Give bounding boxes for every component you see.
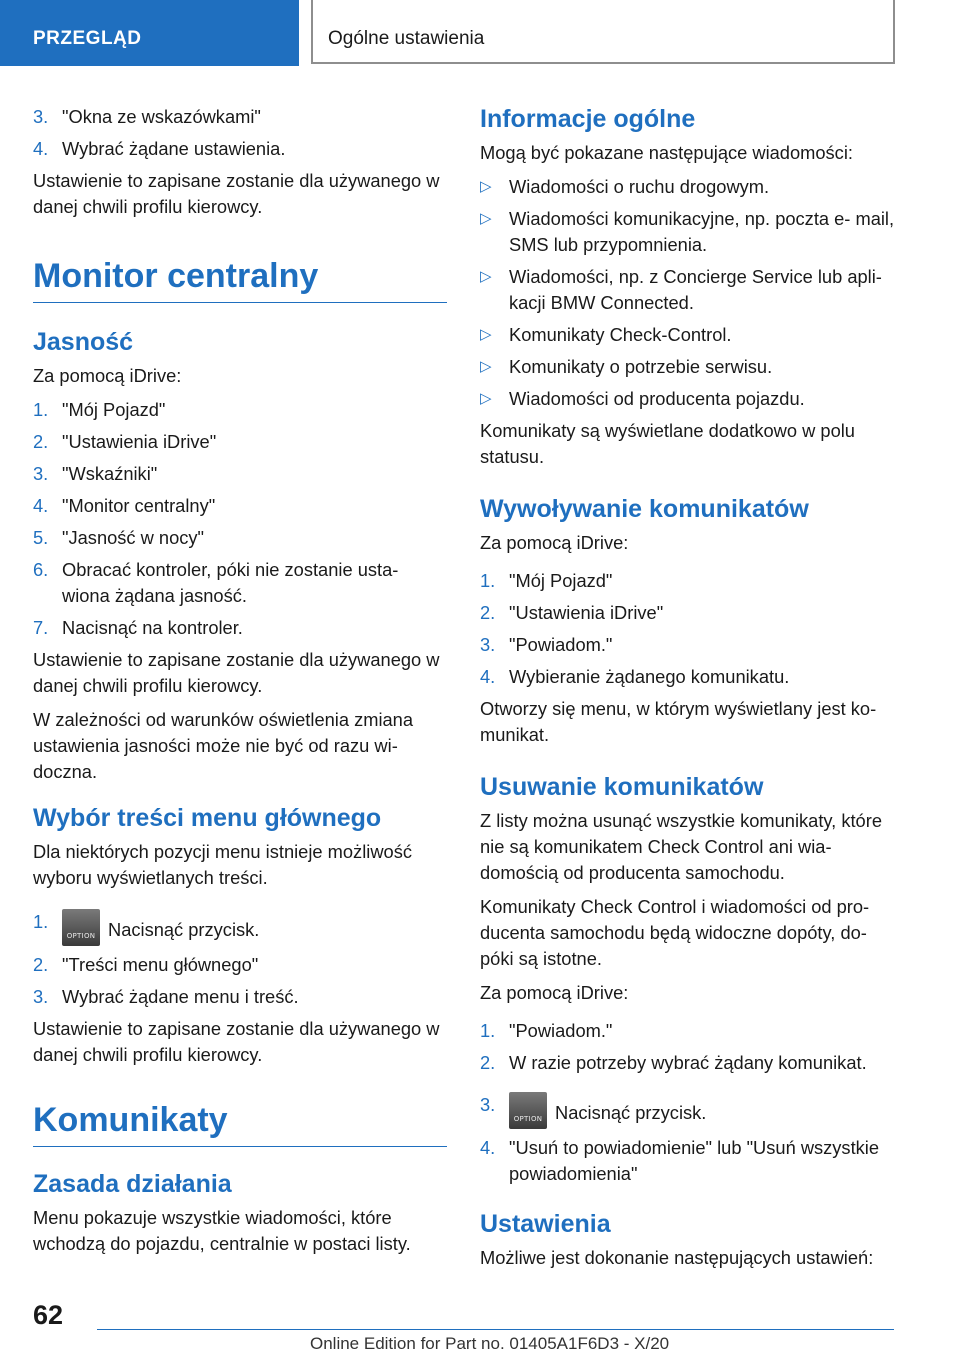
- list-item: [480, 1135, 900, 1187]
- bullet-text: Wiadomości, np. z Concierge Service lub apli‐ kacji BMW Connected.: [509, 266, 882, 313]
- list-item: [480, 600, 900, 626]
- step-text: W razie potrzeby wybrać żądany komunikat.: [509, 1052, 867, 1073]
- list-item: [33, 397, 447, 423]
- step-number: 1.: [480, 1020, 496, 1041]
- chapter-tab: Ogólne ustawienia: [311, 0, 895, 64]
- heading-brightness: Jasność: [33, 328, 134, 356]
- step-number: 2.: [480, 1052, 496, 1073]
- step-text: "Treści menu głównego": [62, 954, 259, 975]
- option-button-icon: [62, 909, 100, 946]
- step-text: "Powiadom.": [509, 634, 613, 655]
- page-header: [0, 0, 960, 66]
- heading-delete-messages: Usuwanie komunikatów: [480, 773, 764, 801]
- paragraph: Za pomocą iDrive:: [480, 532, 629, 553]
- list-item: [480, 568, 900, 594]
- left-column: [33, 104, 447, 1265]
- bullet-text: Komunikaty o potrzebie serwisu.: [509, 356, 773, 377]
- list-item: [33, 909, 447, 946]
- triangle-bullet-icon: ▷: [480, 210, 492, 227]
- option-label: OPTION: [66, 932, 96, 940]
- paragraph: Ustawienie to zapisane zostanie dla używanego w danej chwili profilu kierowcy.: [33, 1018, 440, 1065]
- bullet-text: Wiadomości od producenta pojazdu.: [509, 388, 805, 409]
- step-text: "Monitor centralny": [62, 495, 216, 516]
- step-text: "Okna ze wskazówkami": [62, 106, 261, 127]
- list-item: [33, 557, 447, 609]
- step-number: 1.: [33, 399, 49, 420]
- bullet-item: [480, 322, 900, 348]
- list-item: [33, 104, 447, 130]
- step-text: Wybrać żądane ustawienia.: [62, 138, 286, 159]
- step-text: Wybrać żądane menu i treść.: [62, 986, 299, 1007]
- heading-principle: Zasada działania: [33, 1170, 232, 1198]
- heading-settings: Ustawienia: [480, 1210, 611, 1238]
- list-item: [33, 429, 447, 455]
- step-number: 3.: [33, 106, 49, 127]
- step-number: 3.: [480, 634, 496, 655]
- step-number: 3.: [33, 463, 49, 484]
- paragraph: Ustawienie to zapisane zostanie dla używanego w danej chwili profilu kierowcy.: [33, 649, 440, 696]
- option-button-icon: [509, 1092, 547, 1129]
- paragraph: Możliwe jest dokonanie następujących ustawień:: [480, 1247, 874, 1268]
- bullet-text: Wiadomości o ruchu drogowym.: [509, 176, 770, 197]
- paragraph: Menu pokazuje wszystkie wiadomości, które wchodzą do pojazdu, centralnie w postaci listy.: [33, 1207, 411, 1254]
- list-item: [33, 984, 447, 1010]
- step-number: 2.: [480, 602, 496, 623]
- step-text: "Powiadom.": [509, 1020, 613, 1041]
- list-item: [480, 664, 900, 690]
- paragraph: W zależności od warunków oświetlenia zmiana ustawienia jasności może nie być od razu wi‐ doczna.: [33, 709, 414, 782]
- bullet-item: [480, 386, 900, 412]
- bullet-text: Wiadomości komunikacyjne, np. poczta e‐ mail, SMS lub przypomnienia.: [509, 208, 895, 255]
- list-item: [33, 493, 447, 519]
- list-item: [33, 952, 447, 978]
- heading-main-menu: Wybór treści menu głównego: [33, 804, 382, 832]
- step-number: 3.: [33, 986, 49, 1007]
- paragraph: Ustawienie to zapisane zostanie dla używanego w danej chwili profilu kierowcy.: [33, 170, 440, 217]
- list-item: [33, 461, 447, 487]
- bullet-item: [480, 206, 900, 258]
- heading-general-info: Informacje ogólne: [480, 105, 696, 133]
- edition-label: Online Edition for Part no. 01405A1F6D3 - X/20: [310, 1334, 670, 1353]
- step-number: 2.: [33, 431, 49, 452]
- step-number: 6.: [33, 559, 49, 580]
- step-text: Nacisnąć przycisk.: [555, 1102, 707, 1123]
- step-number: 5.: [33, 527, 49, 548]
- step-number: 1.: [480, 570, 496, 591]
- bullet-text: Komunikaty Check-Control.: [509, 324, 732, 345]
- triangle-bullet-icon: ▷: [480, 358, 492, 375]
- step-text: "Usuń to powiadomienie" lub "Usuń wszystkie powiadomienia": [509, 1137, 880, 1184]
- step-number: 2.: [33, 954, 49, 975]
- step-number: 4.: [480, 666, 496, 687]
- step-number: 1.: [33, 911, 49, 932]
- paragraph: Z listy można usunąć wszystkie komunikaty, które nie są komunikatem Check Control ani wia‐ domością od producenta samochodu.: [480, 810, 882, 883]
- page-number: 62: [33, 1300, 64, 1330]
- step-number: 7.: [33, 617, 49, 638]
- bullet-item: [480, 264, 900, 316]
- heading-monitor: Monitor centralny: [33, 256, 447, 303]
- step-text: Nacisnąć przycisk.: [108, 919, 260, 940]
- step-number: 3.: [480, 1094, 496, 1115]
- list-item: [33, 136, 447, 162]
- step-text: "Ustawienia iDrive": [62, 431, 217, 452]
- list-item: [480, 1018, 900, 1044]
- paragraph: Za pomocą iDrive:: [480, 982, 629, 1003]
- paragraph: Mogą być pokazane następujące wiadomości:: [480, 142, 853, 163]
- list-item: [480, 1092, 900, 1129]
- paragraph: Komunikaty Check Control i wiadomości od pro‐ ducenta samochodu będą widoczne dopóty, do‐ póki są istotne.: [480, 896, 870, 969]
- section-tab: PRZEGLĄD: [0, 0, 299, 66]
- option-label: OPTION: [513, 1115, 543, 1123]
- step-text: "Ustawienia iDrive": [509, 602, 664, 623]
- triangle-bullet-icon: ▷: [480, 326, 492, 343]
- heading-messages: Komunikaty: [33, 1100, 447, 1147]
- edition-text: [310, 1334, 669, 1354]
- footer-divider: [97, 1329, 894, 1330]
- triangle-bullet-icon: ▷: [480, 178, 492, 195]
- step-number: 4.: [33, 138, 49, 159]
- heading-call-messages: Wywoływanie komunikatów: [480, 495, 809, 523]
- paragraph: Dla niektórych pozycji menu istnieje możliwość wyboru wyświetlanych treści.: [33, 841, 412, 888]
- list-item: [480, 1050, 900, 1076]
- triangle-bullet-icon: ▷: [480, 268, 492, 285]
- step-number: 4.: [480, 1137, 496, 1158]
- bullet-item: [480, 174, 900, 200]
- list-item: [480, 632, 900, 658]
- step-text: "Jasność w nocy": [62, 527, 205, 548]
- step-text: Wybieranie żądanego komunikatu.: [509, 666, 790, 687]
- step-number: 4.: [33, 495, 49, 516]
- step-text: Obracać kontroler, póki nie zostanie usta‐ wiona żądana jasność.: [62, 559, 399, 606]
- right-column: [480, 104, 900, 1279]
- step-text: "Wskaźniki": [62, 463, 158, 484]
- paragraph: Komunikaty są wyświetlane dodatkowo w polu statusu.: [480, 420, 855, 467]
- paragraph: Otworzy się menu, w którym wyświetlany jest ko‐ munikat.: [480, 698, 877, 745]
- bullet-item: [480, 354, 900, 380]
- step-text: "Mój Pojazd": [62, 399, 166, 420]
- triangle-bullet-icon: ▷: [480, 390, 492, 407]
- step-text: "Mój Pojazd": [509, 570, 613, 591]
- paragraph: Za pomocą iDrive:: [33, 365, 182, 386]
- list-item: [33, 525, 447, 551]
- step-text: Nacisnąć na kontroler.: [62, 617, 243, 638]
- list-item: [33, 615, 447, 641]
